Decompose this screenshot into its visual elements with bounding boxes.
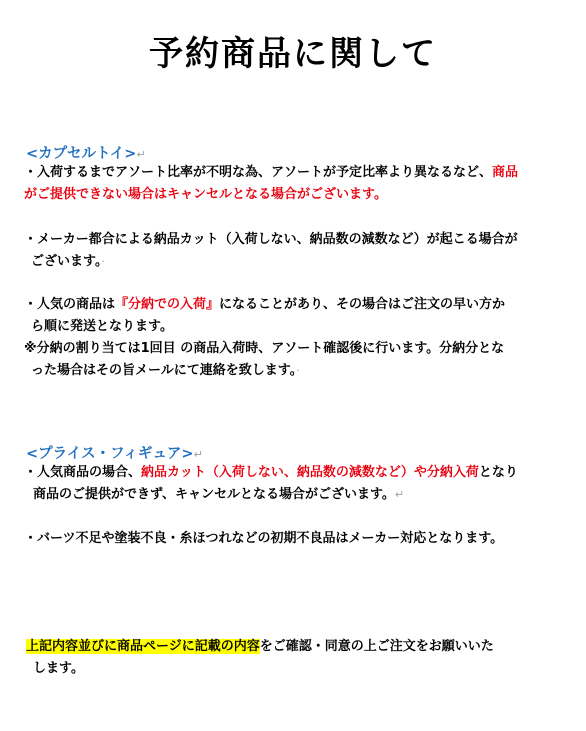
- return-mark-icon: ↵: [136, 148, 146, 161]
- return-mark-icon: ↵: [193, 448, 203, 461]
- prize-p1-text-end: となり: [478, 465, 518, 480]
- prize-heading-text: <プライス・フィギュア>: [26, 446, 194, 462]
- small-mark-icon: ·: [101, 255, 105, 268]
- capsule-p1-line2: がご提供できない場合はキャンセルとなる場合がございます。: [24, 187, 387, 202]
- section-heading-prize: [26, 442, 203, 463]
- footer-line1: [26, 636, 494, 658]
- prize-p1-red: 納品カット（入荷しない、納品数の減数など）や分納入荷: [141, 465, 479, 480]
- capsule-p1-line1: [24, 162, 518, 184]
- capsule-p3-line1: [24, 294, 505, 316]
- capsule-p3-text: ・人気の商品は: [24, 297, 116, 312]
- capsule-p3-line4: [31, 360, 300, 382]
- prize-p1-line1: [24, 462, 518, 484]
- capsule-p3-line3: ※分納の割り当ては1回目 の商品入荷時、アソート確認後に行います。分納分とな: [24, 341, 505, 356]
- small-mark-icon: ·: [296, 364, 300, 377]
- return-mark-icon: ↵: [394, 488, 405, 501]
- footer-highlight: 上記内容並びに商品ページに記載の内容: [26, 639, 260, 654]
- prize-p1-line2-text: 商品のご提供ができず、キャンセルとなる場合がございます。: [33, 487, 395, 502]
- footer-text: をご確認・同意の上ご注文をお願いいた: [259, 639, 494, 654]
- capsule-p2-line2: [31, 251, 105, 273]
- prize-p1-line2: [33, 484, 404, 506]
- prize-p1-text: ・人気商品の場合、: [24, 465, 142, 480]
- prize-p2-line: ・バーツ不足や塗装不良・糸ほつれなどの初期不良品はメーカー対応となります。: [24, 531, 504, 546]
- capsule-p3-line4-text: った場合はその旨メールにて連絡を致します。: [31, 363, 297, 378]
- footer-line2: します。: [33, 661, 84, 676]
- capsule-heading-text: <カプセルトイ>: [26, 146, 137, 162]
- capsule-p3-text-end: になることがあり、その場合はご注文の早い方か: [219, 297, 506, 312]
- page-title: 予約商品に関して: [149, 34, 437, 74]
- capsule-p3-red: 『分納での入荷』: [115, 297, 220, 312]
- section-heading-capsule: [26, 142, 146, 163]
- capsule-p1-red: 商品: [492, 165, 519, 180]
- capsule-p2-line1: ・メーカー都合による納品カット（入荷しない、納品数の減数など）が起こる場合が: [24, 232, 518, 247]
- capsule-p2-line2-text: ございます。: [31, 254, 102, 269]
- capsule-p1-text: ・入荷するまでアソート比率が不明な為、アソートが予定比率より異なるなど、: [24, 165, 493, 180]
- capsule-p3-line2: ら順に発送となります。: [31, 319, 173, 334]
